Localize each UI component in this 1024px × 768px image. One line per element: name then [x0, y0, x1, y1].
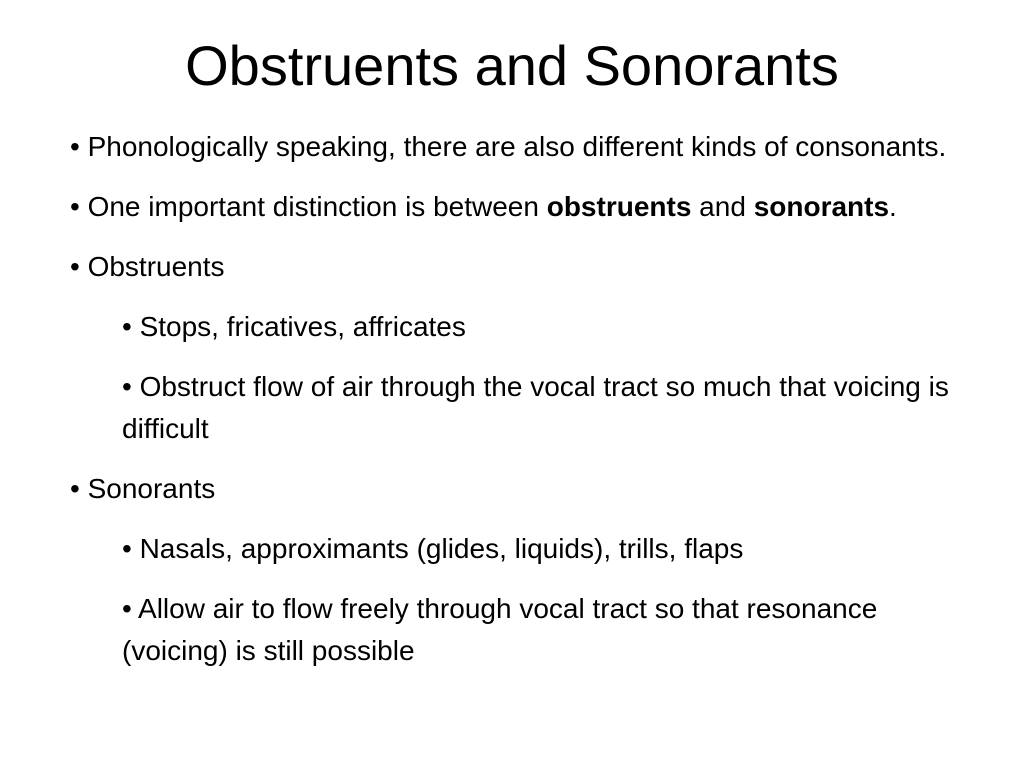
term-obstruents: obstruents [546, 191, 692, 222]
bullet-sonorant-types: • Nasals, approximants (glides, liquids), trills, flaps [122, 533, 744, 564]
bullet-sonorants-heading: • Sonorants [70, 473, 216, 504]
bullet-consonant-kinds: • Phonologically speaking, there are also different kinds of consonants. [70, 131, 947, 162]
bullet-distinction-and: and [691, 191, 754, 222]
bullet-obstruents-heading: • Obstruents [70, 251, 225, 282]
slide-body [70, 126, 990, 688]
bullet-distinction [70, 186, 990, 228]
bullet-obstruent-types: • Stops, fricatives, affricates [122, 311, 466, 342]
bullet-obstruent-description: • Obstruct flow of air through the vocal tract so much that voicing is difficult [122, 371, 949, 444]
bullet-distinction-suffix: . [889, 191, 897, 222]
bullet-distinction-prefix: • One important distinction is between [70, 191, 547, 222]
term-sonorants: sonorants [753, 191, 890, 222]
bullet-sonorant-description: • Allow air to flow freely through vocal tract so that resonance (voicing) is still possible [122, 593, 878, 666]
slide-title: Obstruents and Sonorants [185, 34, 839, 97]
